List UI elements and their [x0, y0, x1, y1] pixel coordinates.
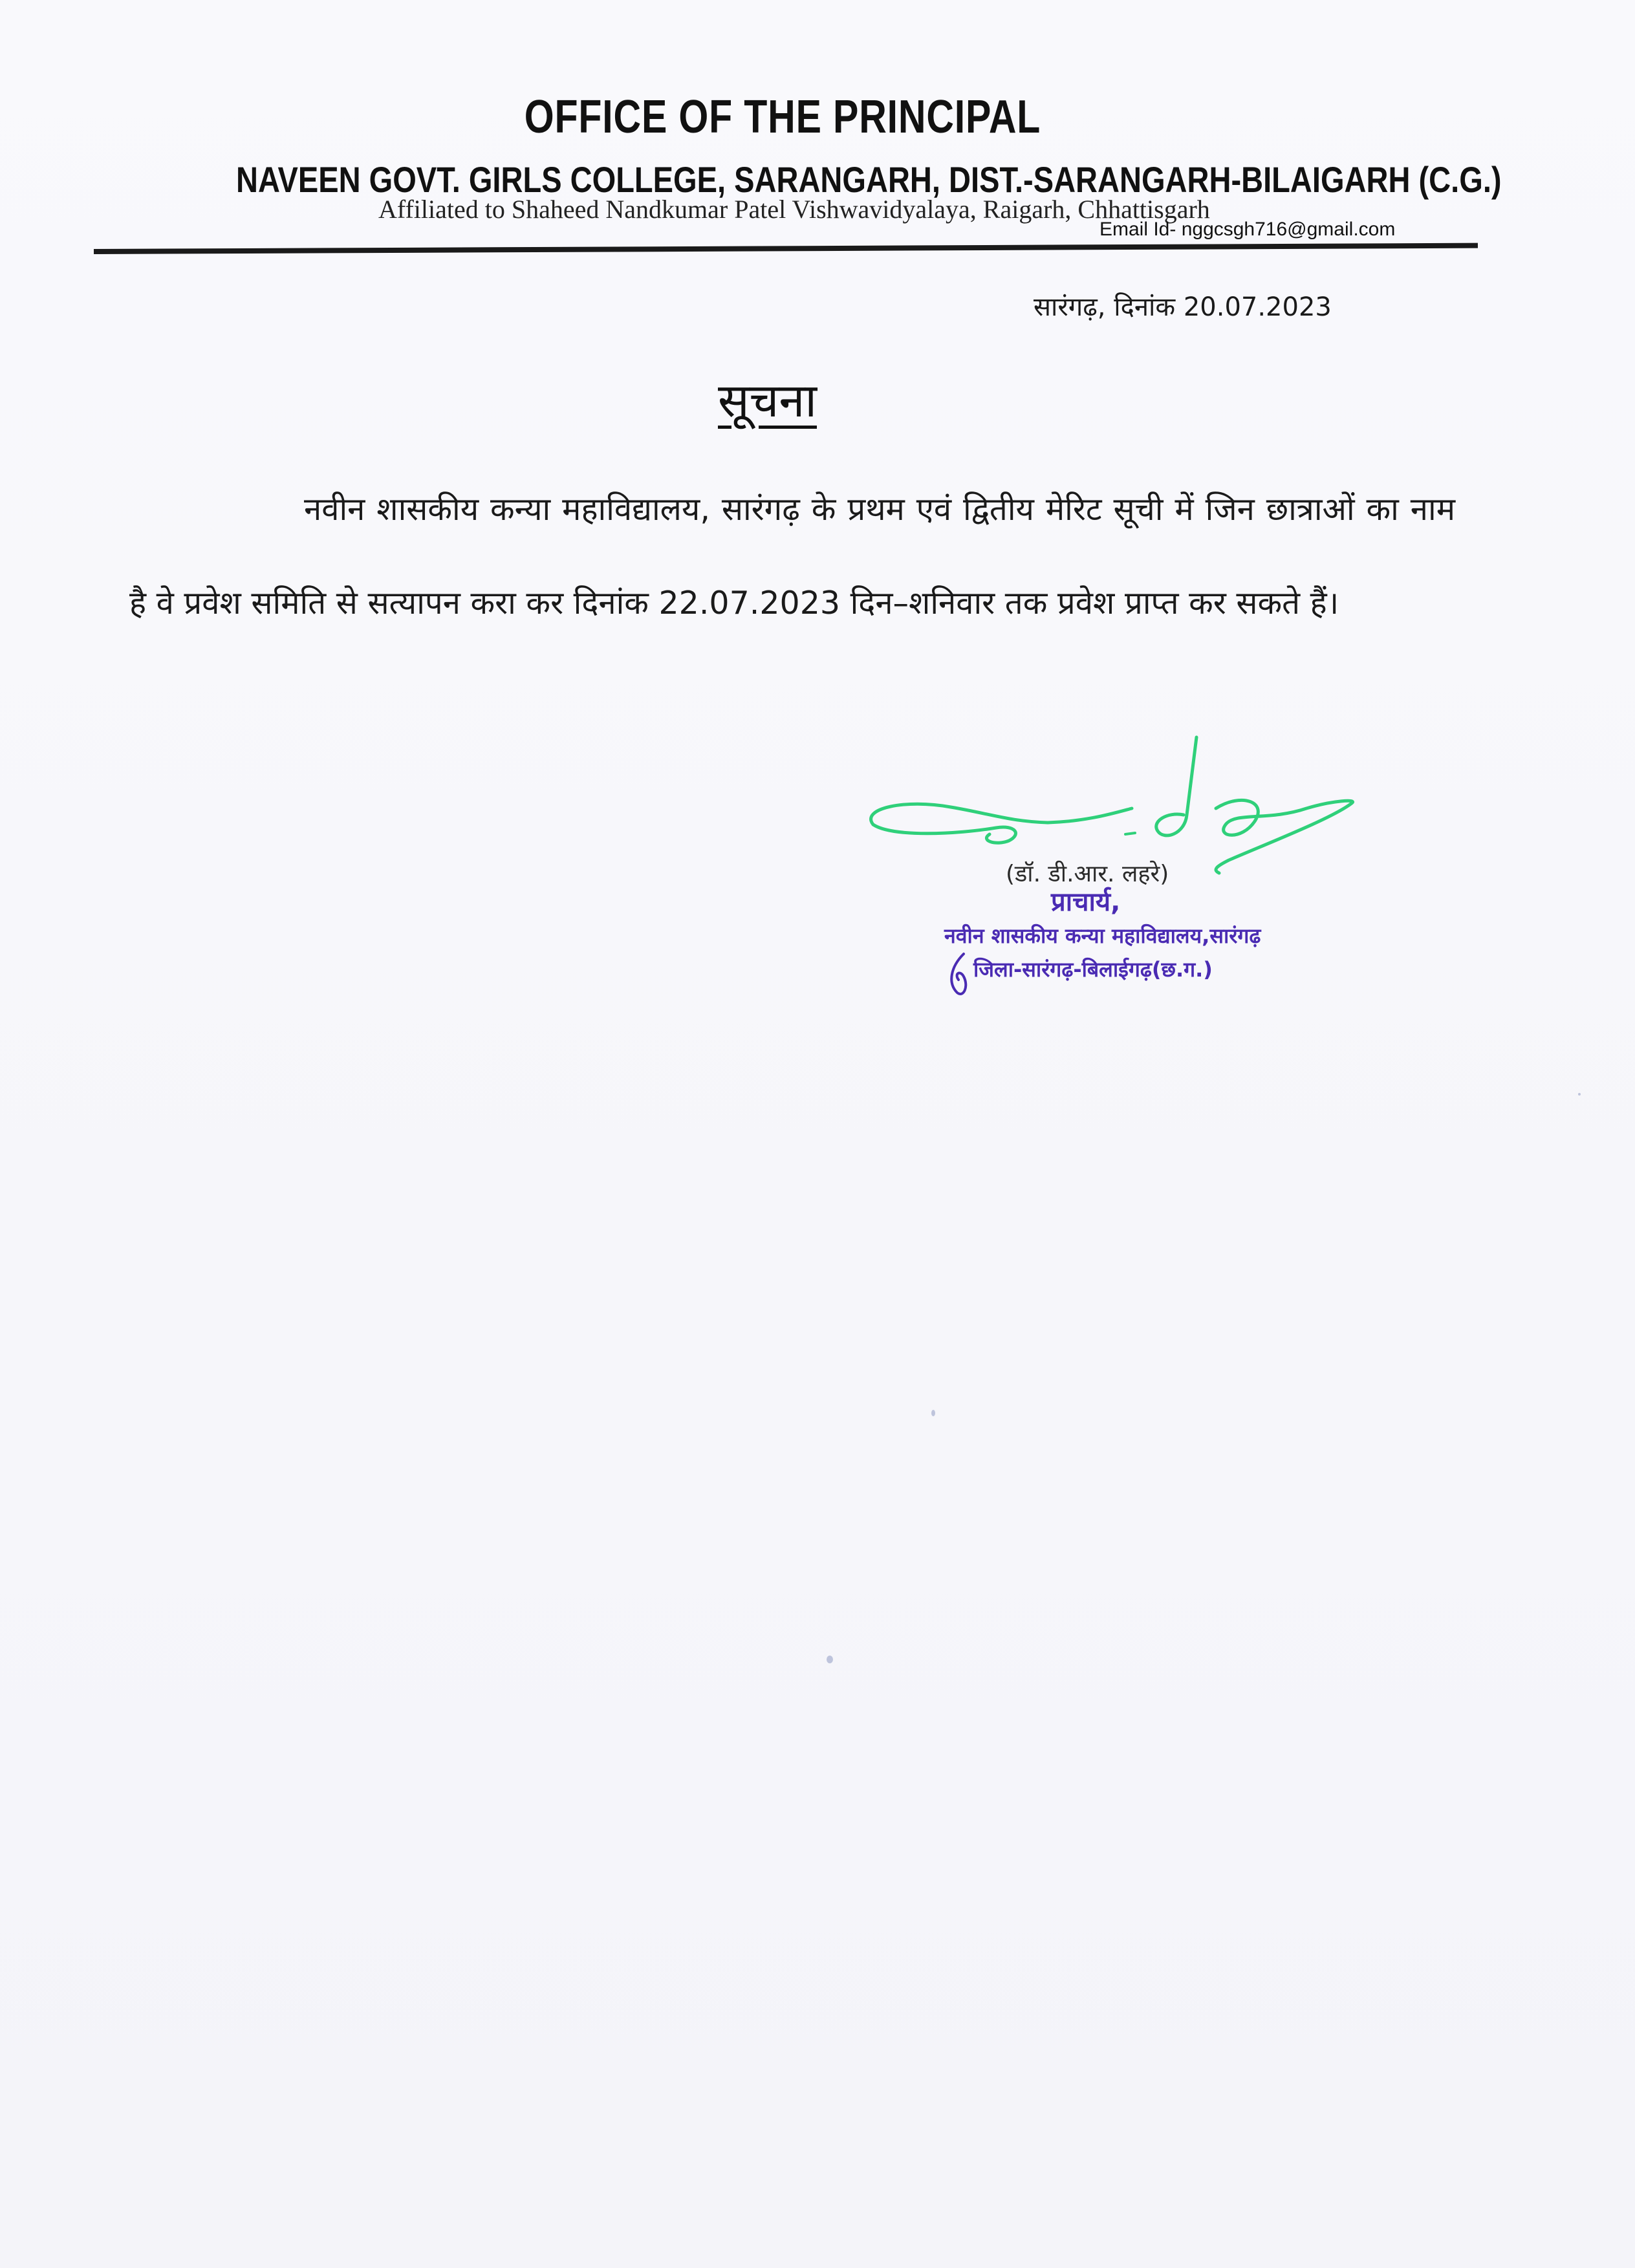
college-name: NAVEEN GOVT. GIRLS COLLEGE, SARANGARH, DIST.-SARANGARH-BILAIGARH (C.G.): [236, 159, 1502, 200]
affiliation-line: Affiliated to Shaheed Nandkumar Patel Vishwavidyalaya, Raigarh, Chhattisgarh: [378, 195, 1210, 224]
stamp-line-district: जिला-सारंगढ़-बिलाईगढ़(छ.ग.): [973, 957, 1213, 982]
date-line: सारंगढ़, दिनांक 20.07.2023: [1034, 292, 1332, 322]
stamp-line-college: नवीन शासकीय कन्या महाविद्यालय,सारंगढ़: [944, 923, 1261, 948]
notice-body-text: नवीन शासकीय कन्या महाविद्यालय, सारंगढ़ के प्रथम एवं द्वितीय मेरिट सूची में जिन छात्राओं का नाम है वे प्रवेश समिति से सत्यापन करा कर दिनांक 22.07.2023 दिन–शनिवार तक प्रवेश प्राप्त कर सकते हैं।: [129, 491, 1455, 621]
office-title: OFFICE OF THE PRINCIPAL: [524, 91, 1041, 143]
notice-heading: सूचना: [718, 373, 817, 427]
email-line: Email Id- nggcsgh716@gmail.com: [1099, 219, 1396, 240]
paper-speck: [931, 1410, 935, 1416]
signatory-name: (डॉ. डी.आर. लहरे): [1006, 861, 1169, 887]
stamp-initial-mark: [944, 947, 977, 999]
paper-speck: [1578, 1093, 1581, 1096]
notice-body: [129, 462, 1455, 650]
stamp-title: प्राचार्य,: [1051, 887, 1121, 917]
signature-block: [854, 731, 1371, 1035]
paper-speck: [827, 1656, 833, 1663]
